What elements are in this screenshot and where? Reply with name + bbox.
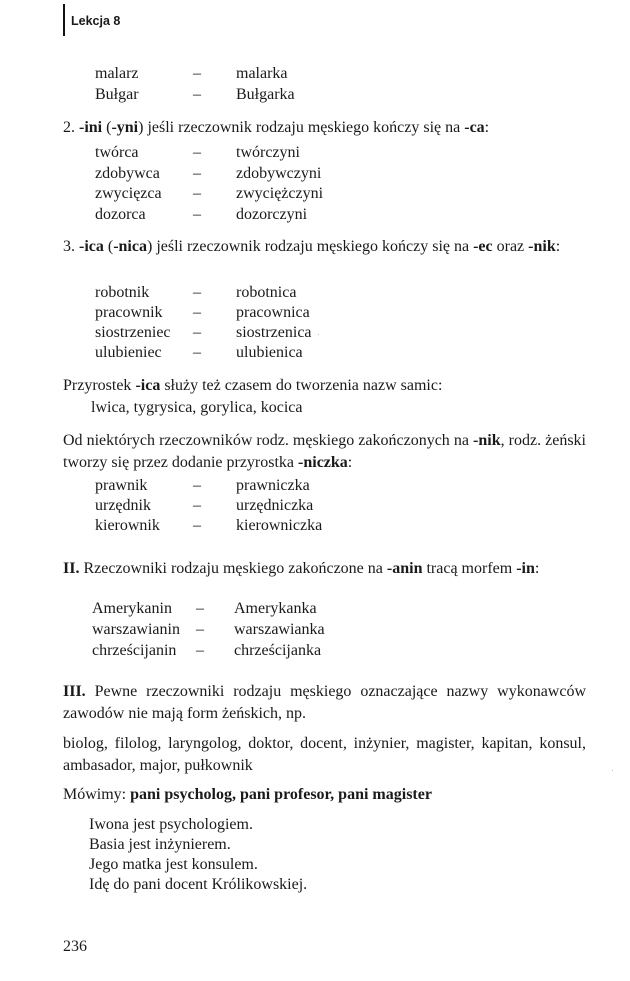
section-iii: III. Pewne rzeczowniki rodzaju męskiego oznaczające nazwy wykonawców zawodów nie mają form żeńskich, np. — [63, 683, 586, 722]
print-speck — [612, 770, 613, 771]
textbook-page: Lekcja 8 malarz – malarka Bułgar – Bułgarka 2. -ini (-yni) jeśli rzeczownik rodzaju męskiego kończy się na -ca: twórca – twórczyni zdobywca – zdobywczyni zwycięzca – zwyciężczyni dozorca – dozorczyni 3. -ica (-nica) jeśli rzeczownik rodzaju męskiego kończy się na -ec oraz -nik: robotnik – robotnica pracownik – pracownica siostrzeniec – siostrzenica ulubieniec – ulubienica Przyrostek -ica służy też czasem do tworzenia nazw samic: lwica, tygrysica, gorylica, kocica Od niektórych rzeczowników rodz. męskiego zakończonych na -nik, rodz. żeński tworzy się przez dodanie przyrostka -niczka: prawnik – prawniczka urzędnik – urzędniczka kierownik – kierowniczka II. Rzeczowniki rodzaju męskiego zakończone na -anin tracą morfem -in: Amerykanin – Amerykanka warszawianin – warszawianka chrześcijanin – chrześcijanka III. Pewne rzeczowniki rodzaju męskiego oznaczające nazwy wykonawców zawodów nie mają form żeńskich, np. biolog, filolog, laryngolog, doktor, docent, inżynier, magister, kapitan, konsul, ambasador, major, pułkownik Mówimy: pani psycholog, pani profesor, pani magister Iwona jest psychologiem. Basia jest inżynierem. Jego matka jest konsulem. Idę do pani docent Królikowskiej. 236 — [0, 0, 630, 981]
example-sentence: Jego matka jest konsulem. — [89, 856, 258, 873]
masculine-form: Bułgar — [95, 86, 139, 103]
dash: – — [193, 86, 201, 103]
header-rule — [63, 4, 65, 36]
animals-paragraph: Przyrostek -ica służy też czasem do tworzenia nazw samic: — [63, 377, 443, 394]
dash: – — [193, 65, 201, 82]
page-number: 236 — [63, 938, 87, 955]
feminine-form: malarka — [236, 65, 288, 82]
animals-examples: lwica, tygrysica, gorylica, kocica — [91, 399, 303, 416]
rule-3: 3. -ica (-nica) jeśli rzeczownik rodzaju męskiego kończy się na -ec oraz -nik: — [63, 238, 561, 255]
lesson-header: Lekcja 8 — [71, 14, 121, 28]
example-sentence: Iwona jest psychologiem. — [89, 816, 253, 833]
rule-2: 2. -ini (-yni) jeśli rzeczownik rodzaju męskiego kończy się na -ca: — [63, 119, 490, 136]
print-speck — [318, 334, 319, 335]
masculine-form: malarz — [95, 65, 139, 82]
professions-list: biolog, filolog, laryngolog, doktor, docent, inżynier, magister, kapitan, konsul, ambasador, major, pułkownik — [63, 735, 586, 774]
niczka-paragraph: Od niektórych rzeczowników rodz. męskiego zakończonych na -nik, rodz. żeński tworzy się przez dodanie przyrostka -niczka: — [63, 432, 587, 471]
section-ii: II. Rzeczowniki rodzaju męskiego zakończone na -anin tracą morfem -in: — [63, 560, 540, 577]
mowimy-line: Mówimy: pani psycholog, pani profesor, pani magister — [63, 786, 432, 803]
feminine-form: Bułgarka — [236, 86, 295, 103]
example-sentence: Basia jest inżynierem. — [89, 836, 231, 853]
example-sentence: Idę do pani docent Królikowskiej. — [89, 876, 308, 893]
